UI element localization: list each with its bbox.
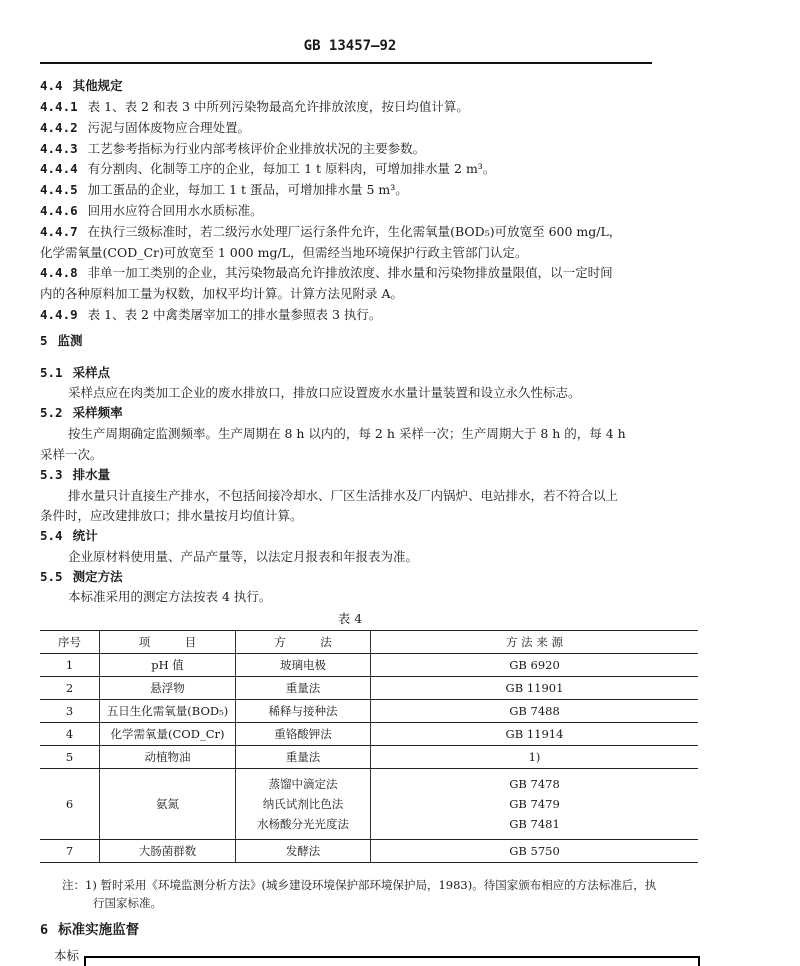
clause-4-4-7	[40, 224, 621, 240]
clause-number: 4.4.5	[40, 182, 78, 197]
clause-body	[68, 589, 271, 605]
clause-text: 表 1、表 2 和表 3 中所列污染物最高允许排放浓度，按日均值计算。	[87, 99, 469, 114]
clause-text: 采样频率	[72, 405, 123, 420]
table-cell: 2	[40, 677, 100, 700]
clause-4-4-9	[40, 307, 381, 323]
clause-text: 回用水应符合回用水水质标准。	[87, 203, 263, 218]
table-cell: 发酵法	[236, 840, 371, 863]
clause-text: 测定方法	[72, 569, 123, 584]
clause-continuation	[40, 245, 527, 261]
clause-body-text: 本标准采用的测定方法按表 4 执行。	[68, 589, 272, 604]
table-cell-line: 纳氏试剂比色法	[262, 797, 344, 811]
clause-number: 5.2	[40, 405, 63, 420]
table-cell: 动植物油	[100, 746, 236, 769]
table-cell: 五日生化需氧量(BOD₅)	[100, 700, 236, 723]
section-6-heading: 6 标准实施监督	[40, 922, 140, 938]
clause-continuation-text: 化学需氧量(COD_Cr)可放宽至 1 000 mg/L，但需经当地环境保护行政主管部门认定。	[40, 245, 528, 260]
table-cell-line: GB 7478	[509, 777, 560, 791]
table-cell: 大肠菌群数	[100, 840, 236, 863]
clause-number: 4.4.3	[40, 141, 78, 156]
table-row	[40, 654, 698, 677]
clause-body-text: 采样点应在肉类加工企业的废水排放口，排放口应设置废水水量计量装置和设立永久性标志。	[68, 385, 581, 400]
table-row	[40, 840, 698, 863]
clause-text: 监测	[57, 333, 83, 348]
clause-5	[40, 333, 83, 349]
table-row	[40, 723, 698, 746]
table-cell: GB 7488	[371, 700, 699, 723]
table-cell: GB 5750	[371, 840, 699, 863]
clause-4-4-1	[40, 99, 469, 115]
table-cell: GB 11901	[371, 677, 699, 700]
header-cell: 序号	[40, 631, 100, 654]
clause-continuation	[40, 508, 303, 524]
clause-text: 污泥与固体废物应合理处置。	[87, 120, 251, 135]
clause-number: 5.1	[40, 365, 63, 380]
table-cell: 氨氮	[100, 769, 236, 840]
clause-text: 表 1、表 2 中禽类屠宰加工的排水量参照表 3 执行。	[87, 307, 382, 322]
clause-body	[68, 549, 418, 565]
clause-body	[68, 426, 626, 442]
clause-text: 有分割肉、化制等工序的企业，每加工 1 t 原料肉，可增加排水量 2 m³。	[87, 161, 496, 176]
clause-body-text: 企业原材料使用量、产品产量等，以法定月报表和年报表为准。	[68, 549, 419, 564]
table-cell	[371, 769, 699, 840]
clause-text: 采样点	[72, 365, 111, 380]
clause-4-4	[40, 78, 123, 94]
header-cell: 项 目	[100, 631, 236, 654]
clause-5-1	[40, 365, 110, 381]
table-header-row	[40, 631, 698, 654]
clause-text: 工艺参考指标为行业内部考核评价企业排放状况的主要参数。	[87, 141, 426, 156]
table-cell: GB 6920	[371, 654, 699, 677]
clause-4-4-5	[40, 182, 408, 198]
table-caption: 表 4	[337, 611, 363, 626]
clause-number: 4.4.9	[40, 307, 78, 322]
clause-text: 加工蛋品的企业，每加工 1 t 蛋品，可增加排水量 5 m³。	[87, 182, 408, 197]
table-row	[40, 769, 698, 840]
clause-5-4	[40, 528, 98, 544]
clause-text: 排水量	[72, 467, 111, 482]
table-cell-line: GB 7481	[509, 817, 560, 831]
clause-number: 5	[40, 333, 48, 348]
clause-text: 统计	[72, 528, 98, 543]
table-row	[40, 746, 698, 769]
clause-number: 4.4.8	[40, 265, 78, 280]
clause-text: 其他规定	[72, 78, 123, 93]
clause-text: 非单一加工类别的企业，其污染物最高允许排放浓度、排水量和污染物排放量限值，以一定时间	[87, 265, 613, 280]
clause-number: 5.5	[40, 569, 63, 584]
clause-body	[68, 488, 618, 504]
table-cell: 7	[40, 840, 100, 863]
clause-number: 4.4.1	[40, 99, 78, 114]
clause-body	[68, 385, 581, 401]
clause-number: 4.4.6	[40, 203, 78, 218]
table-cell: 6	[40, 769, 100, 840]
methods-table	[40, 630, 698, 863]
table-cell: GB 11914	[371, 723, 699, 746]
clause-body-text: 按生产周期确定监测频率。生产周期在 8 h 以内的，每 2 h 采样一次；生产周期大于 8 h 的，每 4 h	[68, 426, 626, 441]
clause-5-2	[40, 405, 123, 421]
table-row	[40, 700, 698, 723]
clause-continuation-text: 内的各种原料加工量为权数，加权平均计算。计算方法见附录 A。	[40, 286, 404, 301]
clause-number: 4.4.4	[40, 161, 78, 176]
clause-body-text: 排水量只计直接生产排水，不包括间接冷却水、厂区生活排水及厂内锅炉、电站排水，若不符合以上	[68, 488, 619, 503]
clause-number: 4.4	[40, 78, 63, 93]
clause-4-4-4	[40, 161, 495, 177]
clause-continuation-text: 条件时，应改建排放口；排水量按月均值计算。	[40, 508, 303, 523]
clause-number: 4.4.2	[40, 120, 78, 135]
clause-continuation	[40, 447, 103, 463]
table-cell: 3	[40, 700, 100, 723]
header-cell: 方 法 来 源	[371, 631, 699, 654]
clause-continuation-text: 采样一次。	[40, 447, 103, 462]
clause-number: 5.4	[40, 528, 63, 543]
clause-4-4-6	[40, 203, 263, 219]
header-cell: 方 法	[236, 631, 371, 654]
table-cell-line: 蒸馏中滴定法	[268, 777, 338, 791]
table-cell: 重量法	[236, 677, 371, 700]
clause-5-5	[40, 569, 123, 585]
table-cell-line: GB 7479	[509, 797, 560, 811]
table-cell: 5	[40, 746, 100, 769]
table-note: 注：1) 暂时采用《环境监测分析方法》(城乡建设环境保护部环境保护局，1983)。待国家颁布相应的方法标准后，执	[62, 878, 657, 892]
table-cell: 重铬酸钾法	[236, 723, 371, 746]
clause-number: 4.4.7	[40, 224, 78, 239]
header-rule	[40, 62, 652, 64]
table-cell-line: 水杨酸分光光度法	[257, 817, 349, 831]
cut-off-text: 本标	[54, 948, 80, 963]
table-cell: pH 值	[100, 654, 236, 677]
clause-4-4-2	[40, 120, 250, 136]
table-cell: 重量法	[236, 746, 371, 769]
clause-continuation	[40, 286, 403, 302]
table-cell	[236, 769, 371, 840]
overlay-box	[84, 956, 700, 966]
table-note-cont: 行国家标准。	[93, 896, 162, 910]
clause-5-3	[40, 467, 110, 483]
table-cell: 4	[40, 723, 100, 746]
clause-4-4-3	[40, 141, 425, 157]
clause-number: 5.3	[40, 467, 63, 482]
standard-number-header: GB 13457—92	[303, 38, 397, 54]
clause-text: 在执行三级标准时，若二级污水处理厂运行条件允许，生化需氧量(BOD₅)可放宽至 600 mg/L，	[87, 224, 622, 239]
table-cell: 稀释与接种法	[236, 700, 371, 723]
table-cell: 化学需氧量(COD_Cr)	[100, 723, 236, 746]
table-row	[40, 677, 698, 700]
clause-4-4-8	[40, 265, 613, 281]
table-cell: 悬浮物	[100, 677, 236, 700]
table-cell: 玻璃电极	[236, 654, 371, 677]
table-cell: 1	[40, 654, 100, 677]
table-cell: 1)	[371, 746, 699, 769]
